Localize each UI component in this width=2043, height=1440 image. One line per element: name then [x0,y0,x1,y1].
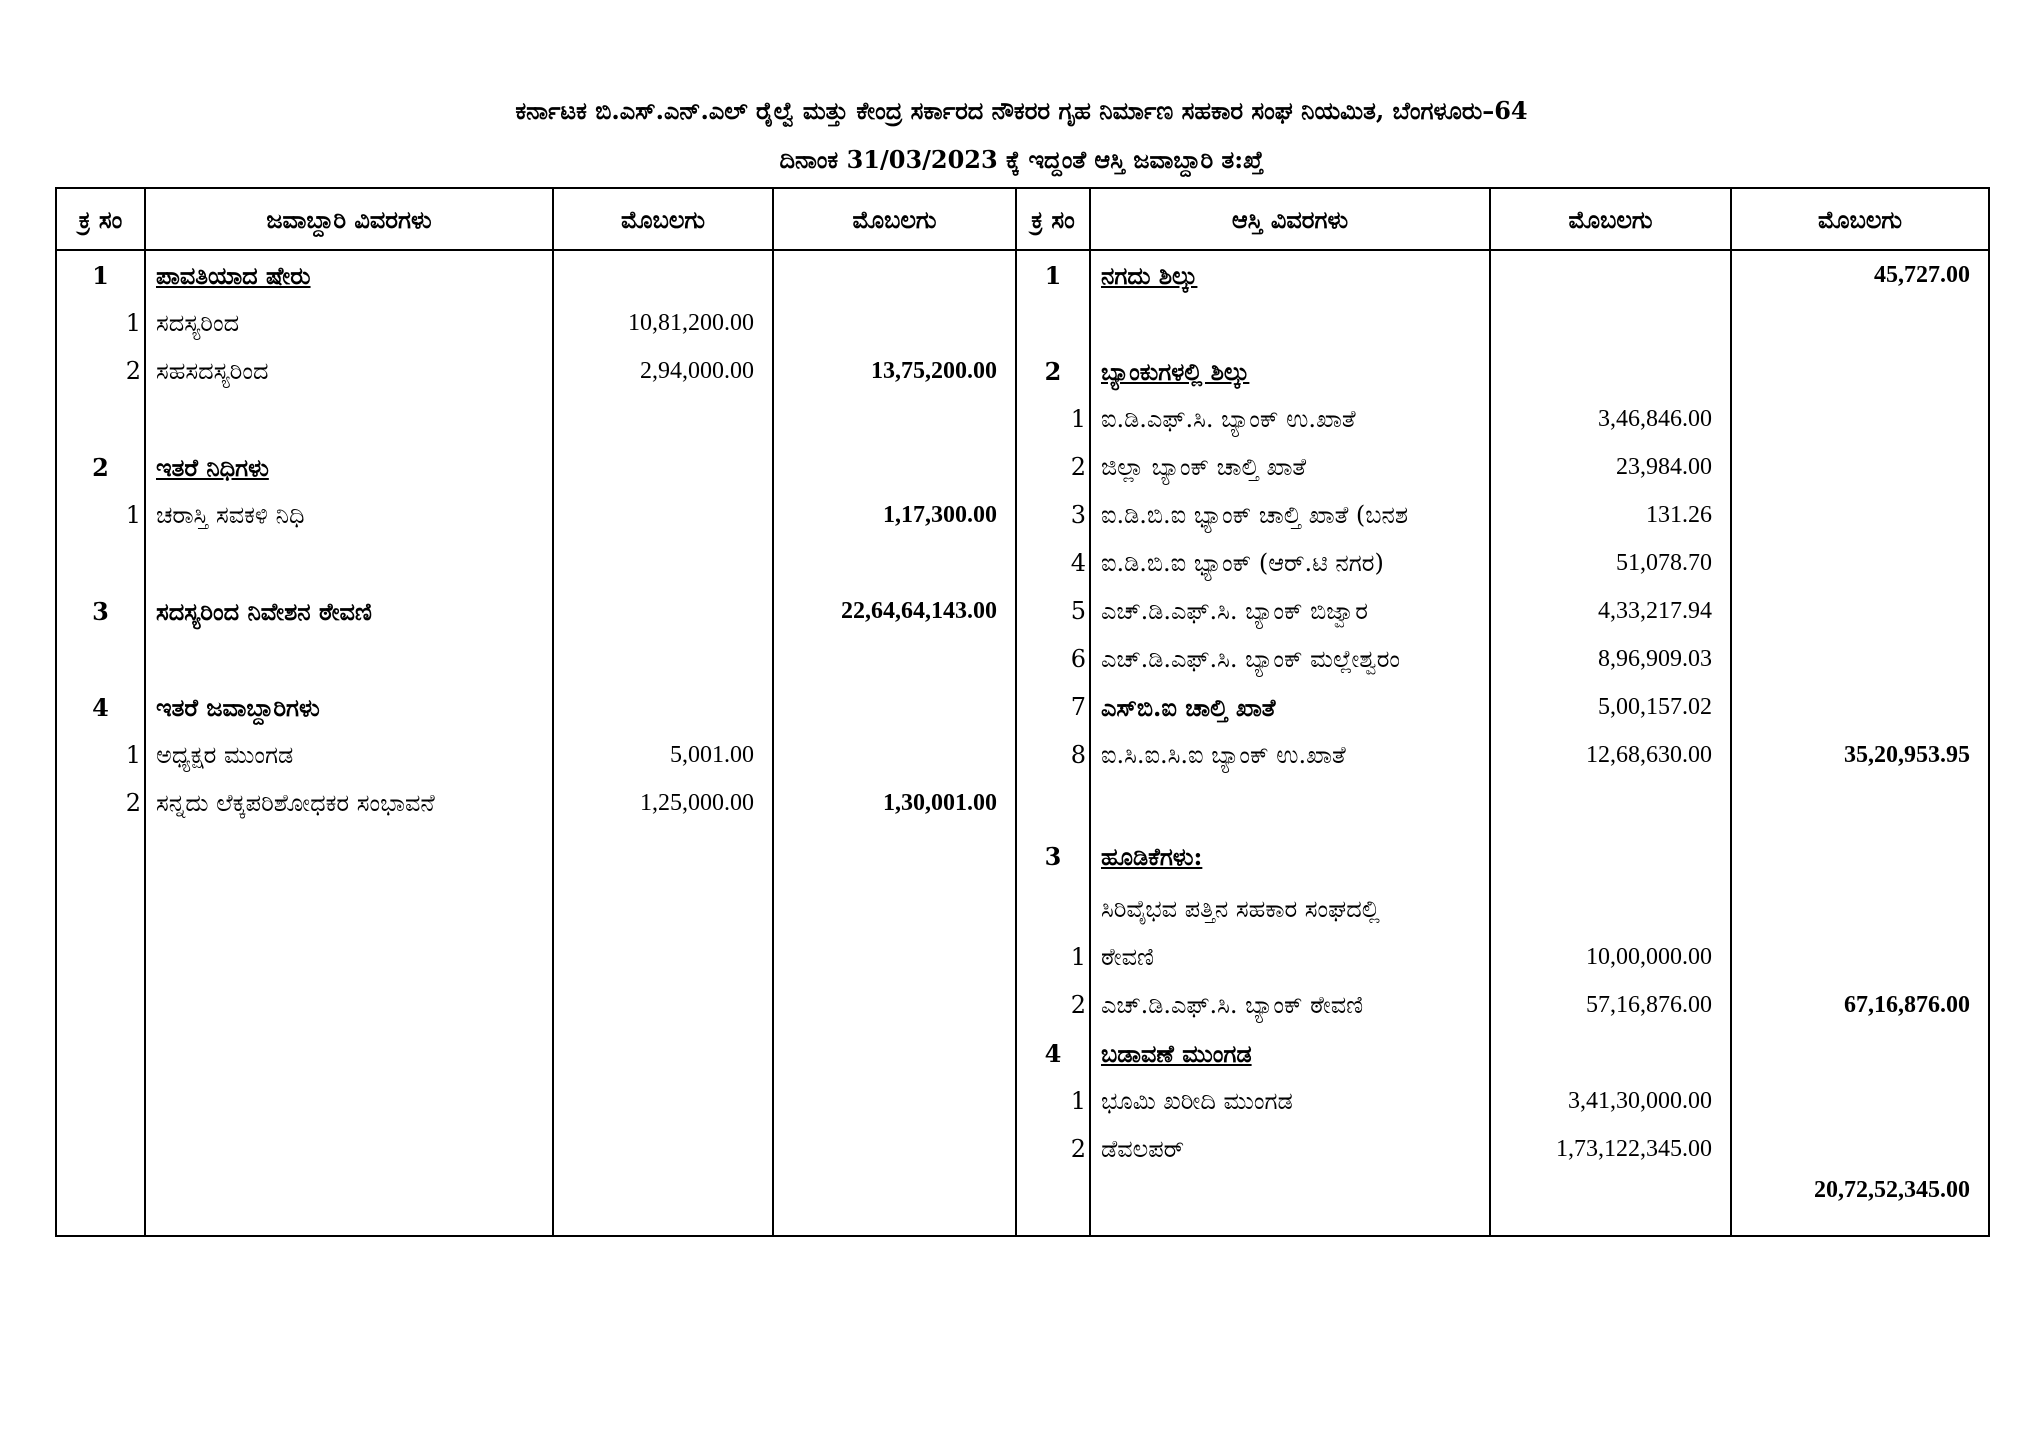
liability-desc: ಸಹಸದಸ್ಯರಿಂದ [145,347,553,395]
table-row [56,1077,1989,1125]
liability-subno: 1 [56,731,145,779]
asset-desc-line2: ಠೇವಣಿ [1090,933,1490,981]
asset-amount: 23,984.00 [1490,443,1731,491]
liability-no: 1 [56,250,145,299]
asset-subno: 1 [1016,1077,1090,1125]
table-row [56,539,1989,587]
asset-subno: 4 [1016,539,1090,587]
liability-amount: 2,94,000.00 [553,347,773,395]
col-header-liability-amount: ಮೊಬಲಗು [553,188,773,250]
asset-subno: 1 [1016,933,1090,981]
asset-desc: ಐ.ಡಿ.ಬಿ.ಐ ಭ್ಯಾಂಕ್ ಚಾಲ್ತಿ ಖಾತೆ (ಬನಶ [1090,491,1490,539]
col-header-sn-left: ಕ್ರ ಸಂ [56,188,145,250]
asset-subno: 6 [1016,635,1090,683]
col-header-liability-total: ಮೊಬಲಗು [773,188,1016,250]
asset-desc: ಡೆವಲಪರ್ [1090,1125,1490,1173]
asset-heading: ಬ್ಯಾಂಕುಗಳಲ್ಲಿ ಶಿಲ್ಕು [1090,347,1490,395]
asset-grand-total: 20,72,52,345.00 [1731,1173,1989,1236]
table-row [56,1125,1989,1173]
asset-desc: ಐ.ಡಿ.ಎಫ್.ಸಿ. ಬ್ಯಾಂಕ್ ಉ.ಖಾತೆ [1090,395,1490,443]
asset-heading: ನಗದು ಶಿಲ್ಕು [1090,250,1490,299]
asset-desc: ಎಚ್.ಡಿ.ಎಫ್.ಸಿ. ಬ್ಯಾಂಕ್ ಮಲ್ಲೇಶ್ವರಂ [1090,635,1490,683]
table-row [56,347,1989,395]
liability-desc: ಸದಸ್ಯರಿಂದ [145,299,553,347]
col-header-asset-amount: ಮೊಬಲಗು [1490,188,1731,250]
asset-amount: 12,68,630.00 [1490,731,1731,779]
asset-no: 4 [1016,1029,1090,1077]
asset-desc: ಜಿಲ್ಲಾ ಬ್ಯಾಂಕ್ ಚಾಲ್ತಿ ಖಾತೆ [1090,443,1490,491]
table-row [56,933,1989,981]
liability-subno: 1 [56,299,145,347]
table-row [56,250,1989,299]
liability-total: 13,75,200.00 [773,347,1016,395]
table-row [56,827,1989,885]
liability-no: 3 [56,587,145,635]
table-row [56,299,1989,347]
liability-no: 4 [56,683,145,731]
asset-amount: 3,46,846.00 [1490,395,1731,443]
liability-no: 2 [56,443,145,491]
liability-total: 22,64,64,143.00 [773,587,1016,635]
table-row [56,683,1989,731]
asset-no: 2 [1016,347,1090,395]
table-row [56,491,1989,539]
col-header-liability-desc: ಜವಾಬ್ದಾರಿ ವಿವರಗಳು [145,188,553,250]
liability-amount: 1,25,000.00 [553,779,773,827]
asset-desc: ಎಸ್‌ಬಿ.ಐ ಚಾಲ್ತಿ ಖಾತೆ [1090,683,1490,731]
asset-desc: ಭೂಮಿ ಖರೀದಿ ಮುಂಗಡ [1090,1077,1490,1125]
asset-no: 1 [1016,250,1090,299]
liability-amount: 5,001.00 [553,731,773,779]
asset-amount: 4,33,217.94 [1490,587,1731,635]
asset-amount: 131.26 [1490,491,1731,539]
col-header-sn-right: ಕ್ರ ಸಂ [1016,188,1090,250]
asset-desc: ಐ.ಸಿ.ಐ.ಸಿ.ಐ ಬ್ಯಾಂಕ್ ಉ.ಖಾತೆ [1090,731,1490,779]
table-row [56,731,1989,779]
asset-amount: 3,41,30,000.00 [1490,1077,1731,1125]
table-row [56,395,1989,443]
liability-heading: ಪಾವತಿಯಾದ ಷೇರು [145,250,553,299]
col-header-asset-desc: ಆಸ್ತಿ ವಿವರಗಳು [1090,188,1490,250]
liability-subno: 2 [56,347,145,395]
table-row [56,1029,1989,1077]
asset-subno: 3 [1016,491,1090,539]
table-row [56,587,1989,635]
asset-subno: 8 [1016,731,1090,779]
asset-amount: 51,078.70 [1490,539,1731,587]
table-row [56,1173,1989,1236]
liability-amount: 10,81,200.00 [553,299,773,347]
asset-heading: ಹೂಡಿಕೆಗಳು: [1090,827,1490,885]
asset-subno: 2 [1016,1125,1090,1173]
asset-amount: 10,00,000.00 [1490,933,1731,981]
asset-desc-line1: ಸಿರಿವೈಭವ ಪತ್ತಿನ ಸಹಕಾರ ಸಂಘದಲ್ಲಿ [1090,885,1490,933]
liability-total: 1,17,300.00 [773,491,1016,539]
col-header-asset-total: ಮೊಬಲಗು [1731,188,1989,250]
table-row [56,981,1989,1029]
asset-subno: 2 [1016,981,1090,1029]
asset-total: 45,727.00 [1731,250,1989,299]
document-title: ಕರ್ನಾಟಕ ಬಿ.ಎಸ್.ಎನ್.ಎಲ್ ರೈಲ್ವೆ ಮತ್ತು ಕೇಂದ್ರ ಸರ್ಕಾರದ ನೌಕರರ ಗೃಹ ನಿರ್ಮಾಣ ಸಹಕಾರ ಸಂಘ ನಿಯಮಿತ, ಬೆಂಗಳೂರು–64 [515,96,1528,125]
table-row [56,443,1989,491]
liability-desc: ಅಧ್ಯಕ್ಷರ ಮುಂಗಡ [145,731,553,779]
liability-heading: ಸದಸ್ಯರಿಂದ ನಿವೇಶನ ಠೇವಣಿ [145,587,553,635]
balance-sheet-table [55,187,1990,1237]
table-row [56,885,1989,933]
asset-subno: 7 [1016,683,1090,731]
liability-heading: ಇತರೆ ಜವಾಬ್ದಾರಿಗಳು [145,683,553,731]
liability-desc: ಸನ್ನದು ಲೆಕ್ಕಪರಿಶೋಧಕರ ಸಂಭಾವನೆ [145,779,553,827]
liability-desc: ಚರಾಸ್ತಿ ಸವಕಳಿ ನಿಧಿ [145,491,553,539]
asset-amount: 57,16,876.00 [1490,981,1731,1029]
asset-amount: 1,73,122,345.00 [1490,1125,1731,1173]
liability-subno: 2 [56,779,145,827]
liability-total: 1,30,001.00 [773,779,1016,827]
asset-no: 3 [1016,827,1090,885]
asset-total: 67,16,876.00 [1731,981,1989,1029]
asset-desc: ಎಚ್.ಡಿ.ಎಫ್.ಸಿ. ಬ್ಯಾಂಕ್ ಠೇವಣಿ [1090,981,1490,1029]
asset-subno: 5 [1016,587,1090,635]
asset-heading: ಬಡಾವಣೆ ಮುಂಗಡ [1090,1029,1490,1077]
asset-subno: 1 [1016,395,1090,443]
liability-heading: ಇತರೆ ನಿಧಿಗಳು [145,443,553,491]
asset-total: 35,20,953.95 [1731,731,1989,779]
liability-subno: 1 [56,491,145,539]
asset-subno: 2 [1016,443,1090,491]
table-header-row [56,188,1989,250]
asset-desc: ಎಚ್.ಡಿ.ಎಫ್.ಸಿ. ಬ್ಯಾಂಕ್ ಬಿಜ್ವಾರ [1090,587,1490,635]
document-subtitle: ದಿನಾಂಕ 31/03/2023 ಕ್ಕೆ ಇದ್ದಂತೆ ಆಸ್ತಿ ಜವಾಬ್ದಾರಿ ತ:ಖ್ತೆ [779,145,1264,174]
asset-amount: 8,96,909.03 [1490,635,1731,683]
table-row [56,779,1989,827]
asset-amount: 5,00,157.02 [1490,683,1731,731]
table-row [56,635,1989,683]
asset-desc: ಐ.ಡಿ.ಬಿ.ಐ ಭ್ಯಾಂಕ್ (ಆರ್.ಟಿ ನಗರ) [1090,539,1490,587]
